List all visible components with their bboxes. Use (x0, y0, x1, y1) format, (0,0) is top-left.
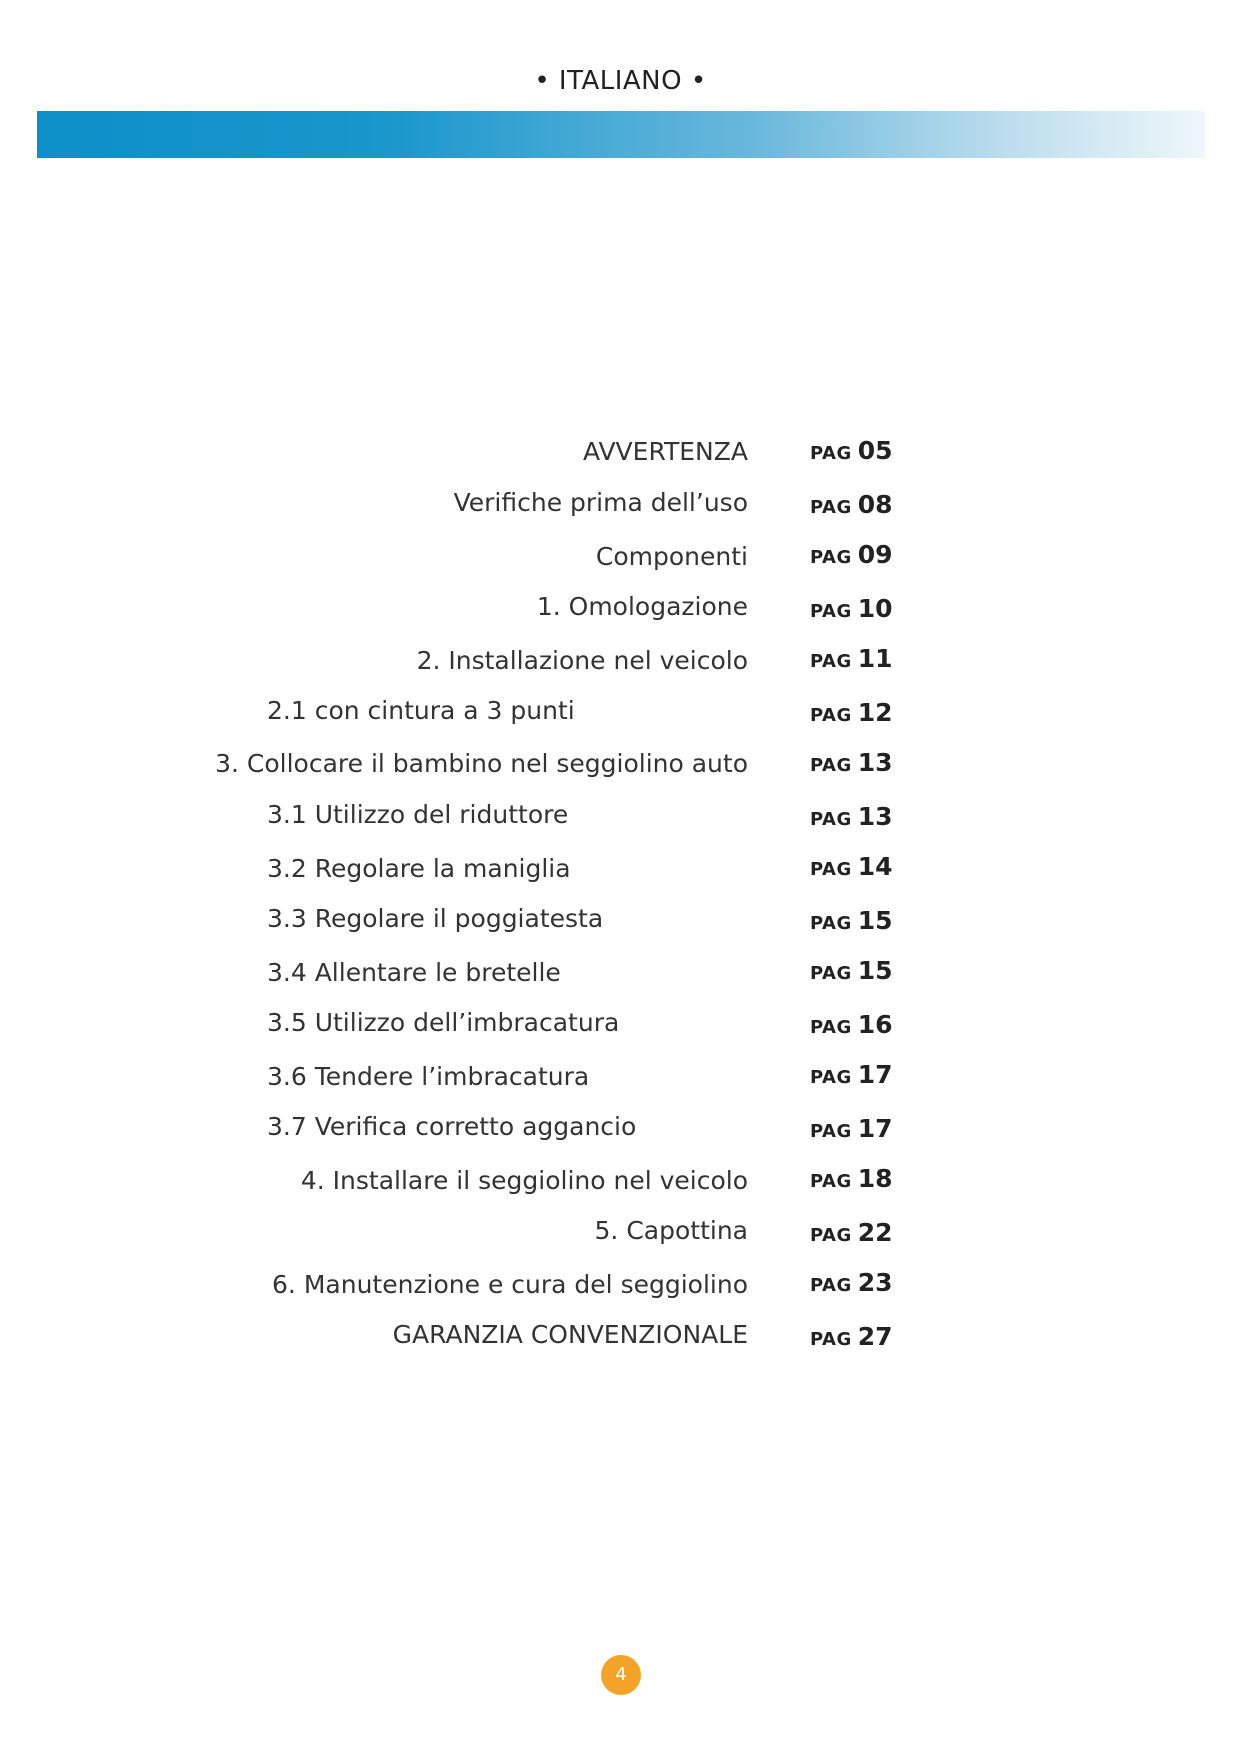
toc-entry-label[interactable]: 2.1 con cintura a 3 punti (267, 696, 575, 725)
toc-entry-page (810, 748, 893, 777)
page-number-badge: 4 (601, 1655, 641, 1695)
page-number-value: 10 (857, 594, 893, 623)
page-number-value: 17 (857, 1060, 893, 1089)
toc-entry-page (810, 1218, 893, 1247)
toc-entry-page (810, 906, 893, 935)
toc-entry-label[interactable]: Verifiche prima dell’uso (453, 488, 748, 517)
pag-prefix: PAG (810, 443, 852, 464)
toc-entry-page (810, 1114, 893, 1143)
page-number-value: 22 (857, 1218, 893, 1247)
pag-prefix: PAG (810, 651, 852, 672)
page-number-value: 12 (857, 698, 893, 727)
toc-entry-label[interactable]: 1. Omologazione (536, 592, 748, 621)
page-number-value: 09 (857, 540, 893, 569)
page-number-value: 14 (857, 852, 893, 881)
pag-prefix: PAG (810, 497, 852, 518)
pag-prefix: PAG (810, 1017, 852, 1038)
toc-entry-label[interactable]: 3.1 Utilizzo del riduttore (267, 800, 569, 829)
pag-prefix: PAG (810, 1067, 852, 1088)
toc-entry-label[interactable]: GARANZIA CONVENZIONALE (392, 1320, 748, 1349)
toc-entry-label[interactable]: 3.4 Allentare le bretelle (267, 958, 561, 987)
toc-entry-label[interactable]: 3.3 Regolare il poggiatesta (267, 904, 604, 933)
toc-entry-label[interactable]: 3.7 Verifica corretto aggancio (267, 1112, 637, 1141)
page-number-value: 16 (857, 1010, 893, 1039)
toc-entry-page (810, 698, 893, 727)
toc-entry-label[interactable]: AVVERTENZA (582, 437, 748, 466)
pag-prefix: PAG (810, 1329, 852, 1350)
toc-entry-page (810, 644, 893, 673)
toc-entry-page (810, 490, 893, 519)
pag-prefix: PAG (810, 809, 852, 830)
pag-prefix: PAG (810, 705, 852, 726)
toc-entry-label[interactable]: 3.6 Tendere l’imbracatura (267, 1062, 590, 1091)
toc-entry-page (810, 956, 893, 985)
page-number-value: 15 (857, 956, 893, 985)
toc-entry-label[interactable]: 6. Manutenzione e cura del seggiolino (272, 1270, 748, 1299)
toc-entry-page (810, 594, 893, 623)
pag-prefix: PAG (810, 1275, 852, 1296)
page-number-value: 23 (857, 1268, 893, 1297)
toc-entry-page (810, 1010, 893, 1039)
toc-entry-page (810, 1322, 893, 1351)
toc-entry-label[interactable]: 4. Installare il seggiolino nel veicolo (300, 1166, 748, 1195)
page-number-value: 13 (857, 802, 893, 831)
page-number-value: 18 (857, 1164, 893, 1193)
toc-entry-label[interactable]: 3.2 Regolare la maniglia (267, 854, 571, 883)
pag-prefix: PAG (810, 859, 852, 880)
toc-entry-label[interactable]: 2. Installazione nel veicolo (416, 646, 748, 675)
toc-entry-page (810, 436, 893, 465)
page-number-value: 13 (857, 748, 893, 777)
page-number-value: 15 (857, 906, 893, 935)
page-number-value: 05 (857, 436, 893, 465)
page-number-value: 08 (857, 490, 893, 519)
pag-prefix: PAG (810, 1225, 852, 1246)
page-number-value: 11 (857, 644, 893, 673)
pag-prefix: PAG (810, 963, 852, 984)
pag-prefix: PAG (810, 601, 852, 622)
toc-entry-page (810, 1060, 893, 1089)
toc-entry-page (810, 852, 893, 881)
toc-entry-label[interactable]: Componenti (595, 542, 748, 571)
page-number-value: 27 (857, 1322, 893, 1351)
pag-prefix: PAG (810, 913, 852, 934)
pag-prefix: PAG (810, 547, 852, 568)
toc-entry-page (810, 1268, 893, 1297)
toc-entry-page (810, 802, 893, 831)
toc-entry-label[interactable]: 5. Capottina (594, 1216, 748, 1245)
toc-entry-page (810, 1164, 893, 1193)
page-header-title: • ITALIANO • (534, 66, 707, 96)
pag-prefix: PAG (810, 755, 852, 776)
toc-entry-label[interactable]: 3. Collocare il bambino nel seggiolino auto (215, 749, 748, 778)
pag-prefix: PAG (810, 1171, 852, 1192)
page-number-value: 17 (857, 1114, 893, 1143)
toc-entry-label[interactable]: 3.5 Utilizzo dell’imbracatura (267, 1008, 620, 1037)
pag-prefix: PAG (810, 1121, 852, 1142)
toc-entry-page (810, 540, 893, 569)
